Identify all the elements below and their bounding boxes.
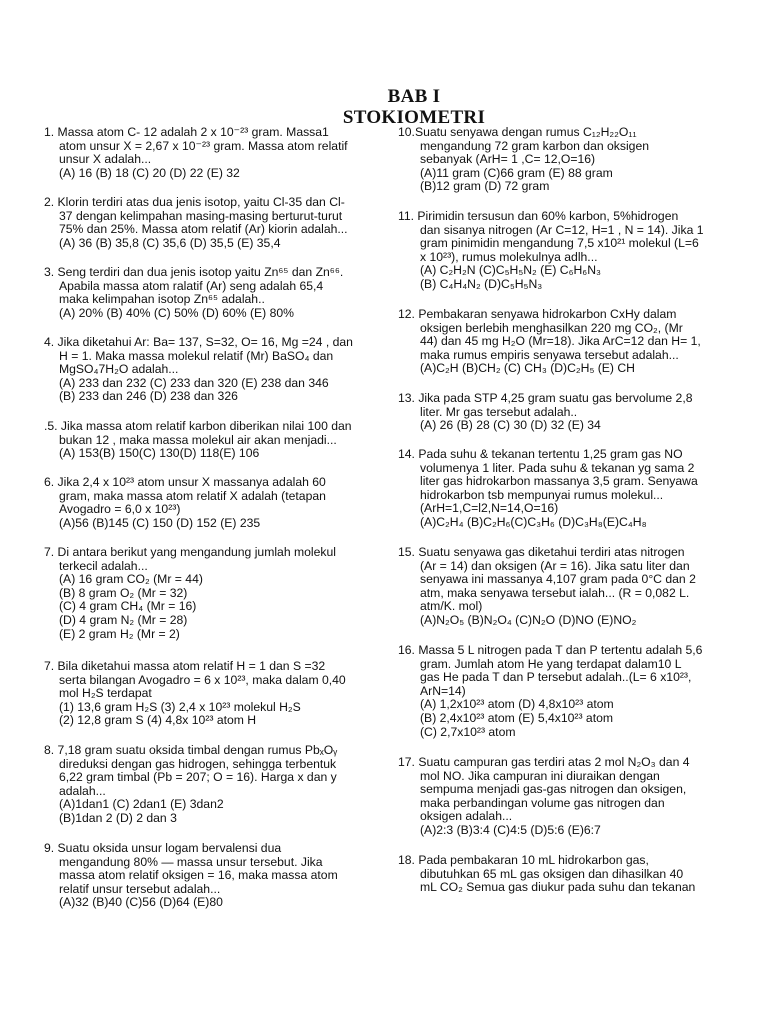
question-text: 1. Massa atom C- 12 adalah 2 x 10⁻²³ gram. Massa1 xyxy=(44,125,329,139)
question-line: (B) 2,4x10²³ atom (E) 5,4x10²³ atom xyxy=(420,710,614,725)
question-line: (C) 4 gram CH₄ (Mr = 16) xyxy=(59,599,197,614)
question-line: H = 1. Maka massa molekul relatif (Mr) BaSO₄ dan xyxy=(59,348,334,363)
question-text: 13. Jika pada STP 4,25 gram suatu gas bervolume 2,8 xyxy=(398,391,693,405)
question-line: (A)C₂H (B)CH₂ (C) CH₃ (D)C₂H₅ (E) CH xyxy=(420,361,635,376)
question-line: liter gas hidrokarbon massanya 3,5 gram. Senyawa xyxy=(420,474,698,489)
question-line: senyawa ini massanya 4,107 gram pada 0°C dan 2 xyxy=(420,572,696,587)
question-line: maka perbandingan volume gas nitrogen dan xyxy=(420,795,665,810)
question-line: (A) 16 gram CO₂ (Mr = 44) xyxy=(59,572,203,587)
question-line: (Ar = 14) dan oksigen (Ar = 16). Jika satu liter dan xyxy=(420,558,690,573)
question-line: Avogadro = 6,0 x 10²³) xyxy=(59,502,181,517)
question-line: relatif unsur tersebut adalah... xyxy=(59,881,221,896)
question-line: (B) C₄H₄N₂ (D)C₅H₅N₃ xyxy=(420,276,543,291)
question-line: serta bilangan Avogadro = 6 x 10²³, maka dalam 0,40 xyxy=(59,672,346,687)
question-line: (B)1dan 2 (D) 2 dan 3 xyxy=(59,810,177,825)
question-line: (ArH=1,C=l2,N=14,O=16) xyxy=(420,501,559,516)
question-line: (A)N₂O₅ (B)N₂O₄ (C)N₂O (D)NO (E)NO₂ xyxy=(420,612,637,627)
question-line: (A)C₂H₄ (B)C₂H₆(C)C₃H₆ (D)C₃H₈(E)C₄H₈ xyxy=(420,514,647,529)
question-line: (A)1dan1 (C) 2dan1 (E) 3dan2 xyxy=(59,797,224,812)
question-block xyxy=(44,842,384,910)
question-line: (1) 13,6 gram H₂S (3) 2,4 x 10²³ molekul H₂S xyxy=(59,699,301,714)
question-line: (A) 16 (B) 18 (C) 20 (D) 22 (E) 32 xyxy=(59,165,240,180)
question-text: 18. Pada pembakaran 10 mL hidrokarbon gas, xyxy=(398,853,649,867)
question-line: mengandung 72 gram karbon dan oksigen xyxy=(420,138,650,153)
question-line: sempuma menjadi gas-gas nitrogen dan oksigen, xyxy=(420,782,687,797)
question-line: (A)2:3 (B)3:4 (C)4:5 (D)5:6 (E)6:7 xyxy=(420,822,601,837)
chapter-title: BAB I xyxy=(387,86,441,107)
question-line: gram. Jumlah atom He yang terdapat dalam10 L xyxy=(420,656,682,671)
question-text: .5. Jika massa atom relatif karbon diberikan nilai 100 dan xyxy=(44,419,352,433)
question-block xyxy=(398,308,734,376)
question-line: (A) 36 (B) 35,8 (C) 35,6 (D) 35,5 (E) 35,4 xyxy=(59,235,281,250)
question-text: 17. Suatu campuran gas terdiri atas 2 mol N₂O₃ dan 4 xyxy=(398,755,690,769)
question-line: (A) 1,2x10²³ atom (D) 4,8x10²³ atom xyxy=(420,697,614,712)
question-block xyxy=(44,660,384,728)
question-block xyxy=(44,744,384,826)
question-line: 37 dengan kelimpahan masing-masing berturut-turut xyxy=(59,208,343,223)
question-line: (A)11 gram (C)66 gram (E) 88 gram xyxy=(420,165,613,180)
question-line: atm, maka senyawa tersebut ialah... (R = 0,082 L. xyxy=(420,585,690,600)
question-text: 4. Jika diketahui Ar: Ba= 137, S=32, O= 16, Mg =24 , dan xyxy=(44,335,353,349)
question-line: (2) 12,8 gram S (4) 4,8x 10²³ atom H xyxy=(59,713,257,728)
question-line: (C) 2,7x10²³ atom xyxy=(420,724,516,739)
question-text: 10.Suatu senyawa dengan rumus C₁₂H₂₂O₁₁ xyxy=(398,125,637,139)
question-line: oksigen adalah... xyxy=(420,809,513,824)
question-line: (B) 233 dan 246 (D) 238 dan 326 xyxy=(59,389,238,404)
question-line: (A) C₂H₂N (C)C₅H₅N₂ (E) C₆H₆N₃ xyxy=(420,263,601,278)
question-line: (A) 233 dan 232 (C) 233 dan 320 (E) 238 dan 346 xyxy=(59,375,329,390)
question-block xyxy=(398,210,734,292)
question-line: gas He pada T dan P tersebut adalah..(L= 6 x10²³, xyxy=(420,670,692,685)
question-block xyxy=(398,392,734,433)
question-block xyxy=(44,266,384,320)
question-line: Apabila massa atom ralatif (Ar) seng adalah 65,4 xyxy=(59,278,324,293)
question-line: atom unsur X = 2,67 x 10⁻²³ gram. Massa atom relatif xyxy=(59,138,348,153)
question-block xyxy=(44,336,384,404)
question-line: maka kelimpahan isotop Zn⁶⁵ adalah.. xyxy=(59,292,265,307)
question-line: x 10²³), rumus molekulnya adlh... xyxy=(420,249,598,264)
question-line: sebanyak (ArH= 1 ,C= 12,O=16) xyxy=(420,152,596,167)
question-line: volumenya 1 liter. Pada suhu & tekanan yg sama 2 xyxy=(420,460,695,475)
question-text: 8. 7,18 gram suatu oksida timbal dengan rumus PbₓOᵧ xyxy=(44,743,338,757)
question-line: oksigen berlebih menghasilkan 220 mg CO₂, (Mr xyxy=(420,320,683,335)
question-line: (A) 153(B) 150(C) 130(D) 118(E) 106 xyxy=(59,446,260,461)
question-block xyxy=(398,546,734,628)
question-line: mol NO. Jika campuran ini diuraikan dengan xyxy=(420,768,660,783)
question-text: 16. Massa 5 L nitrogen pada T dan P tertentu adalah 5,6 xyxy=(398,643,703,657)
question-line: adalah... xyxy=(59,783,106,798)
question-line: (A)32 (B)40 (C)56 (D)64 (E)80 xyxy=(59,895,223,910)
question-block xyxy=(398,756,734,838)
question-block xyxy=(44,420,384,461)
question-block xyxy=(398,854,734,895)
question-line: maka rumus empiris senyawa tersebut adalah... xyxy=(420,347,679,362)
question-line: 6,22 gram timbal (Pb = 207; O = 16). Harga x dan y xyxy=(59,770,337,785)
question-block xyxy=(398,448,734,530)
question-line: (A) 26 (B) 28 (C) 30 (D) 32 (E) 34 xyxy=(420,418,601,433)
question-line: (A)56 (B)145 (C) 150 (D) 152 (E) 235 xyxy=(59,515,261,530)
question-line: hidrokarbon tsb mempunyai rumus molekul... xyxy=(420,487,664,502)
question-text: 6. Jika 2,4 x 10²³ atom unsur X massanya adalah 60 xyxy=(44,475,326,489)
question-line: 44) dan 45 mg H₂O (Mr=18). Jika ArC=12 dan H= 1, xyxy=(420,334,701,349)
question-line: mL CO₂ Semua gas diukur pada suhu dan tekanan xyxy=(420,880,696,895)
question-line: dan sisanya nitrogen (Ar C=12, H=1 , N = 14). Jika 1 xyxy=(420,222,704,237)
question-text: 2. Klorin terdiri atas dua jenis isotop, yaitu Cl-35 dan Cl- xyxy=(44,195,345,209)
page-heading xyxy=(0,86,768,128)
question-block xyxy=(44,546,384,641)
question-line: dibutuhkan 65 mL gas oksigen dan dihasilkan 40 xyxy=(420,866,684,881)
question-line: terkecil adalah... xyxy=(59,558,148,573)
question-line: unsur X adalah... xyxy=(59,152,152,167)
question-line: (B)12 gram (D) 72 gram xyxy=(420,179,550,194)
question-line: (E) 2 gram H₂ (Mr = 2) xyxy=(59,626,180,641)
question-line: direduksi dengan gas hidrogen, sehingga terbentuk xyxy=(59,756,337,771)
question-line: (A) 20% (B) 40% (C) 50% (D) 60% (E) 80% xyxy=(59,305,295,320)
question-line: MgSO₄7H₂O adalah... xyxy=(59,362,179,377)
question-text: 3. Seng terdiri dan dua jenis isotop yaitu Zn⁶⁵ dan Zn⁶⁶. xyxy=(44,265,344,279)
question-text: 15. Suatu senyawa gas diketahui terdiri atas nitrogen xyxy=(398,545,685,559)
question-block xyxy=(44,196,384,250)
question-text: 14. Pada suhu & tekanan tertentu 1,25 gram gas NO xyxy=(398,447,683,461)
question-text: 11. Pirimidin tersusun dan 60% karbon, 5%hidrogen xyxy=(398,209,679,223)
question-line: bukan 12 , maka massa molekul air akan menjadi... xyxy=(59,432,337,447)
chapter-subtitle: STOKIOMETRI xyxy=(342,107,486,128)
question-text: 12. Pembakaran senyawa hidrokarbon CxHy dalam xyxy=(398,307,677,321)
question-text: 7. Di antara berikut yang mengandung jumlah molekul xyxy=(44,545,336,559)
question-block xyxy=(44,476,384,530)
question-text: 7. Bila diketahui massa atom relatif H = 1 dan S =32 xyxy=(44,659,326,673)
question-line: (B) 8 gram O₂ (Mr = 32) xyxy=(59,585,188,600)
question-line: massa atom relatif oksigen = 16, maka massa atom xyxy=(59,868,338,883)
question-line: mol H₂S terdapat xyxy=(59,686,152,701)
question-line: (D) 4 gram N₂ (Mr = 28) xyxy=(59,612,188,627)
question-block xyxy=(44,126,384,180)
question-line: gram, maka massa atom relatif X adalah (tetapan xyxy=(59,488,326,503)
question-text: 9. Suatu oksida unsur logam bervalensi dua xyxy=(44,841,282,855)
question-line: atm/K. mol) xyxy=(420,599,483,614)
question-line: 75% dan 25%. Massa atom relatif (Ar) kiorin adalah... xyxy=(59,222,348,237)
question-line: mengandung 80% — massa unsur tersebut. Jika xyxy=(59,854,323,869)
question-line: ArN=14) xyxy=(420,683,466,698)
question-block xyxy=(398,644,734,739)
question-line: gram pinimidin mengandung 7,5 x10²¹ molekul (L=6 xyxy=(420,236,699,251)
question-block xyxy=(398,126,734,194)
question-line: liter. Mr gas tersebut adalah.. xyxy=(420,404,578,419)
